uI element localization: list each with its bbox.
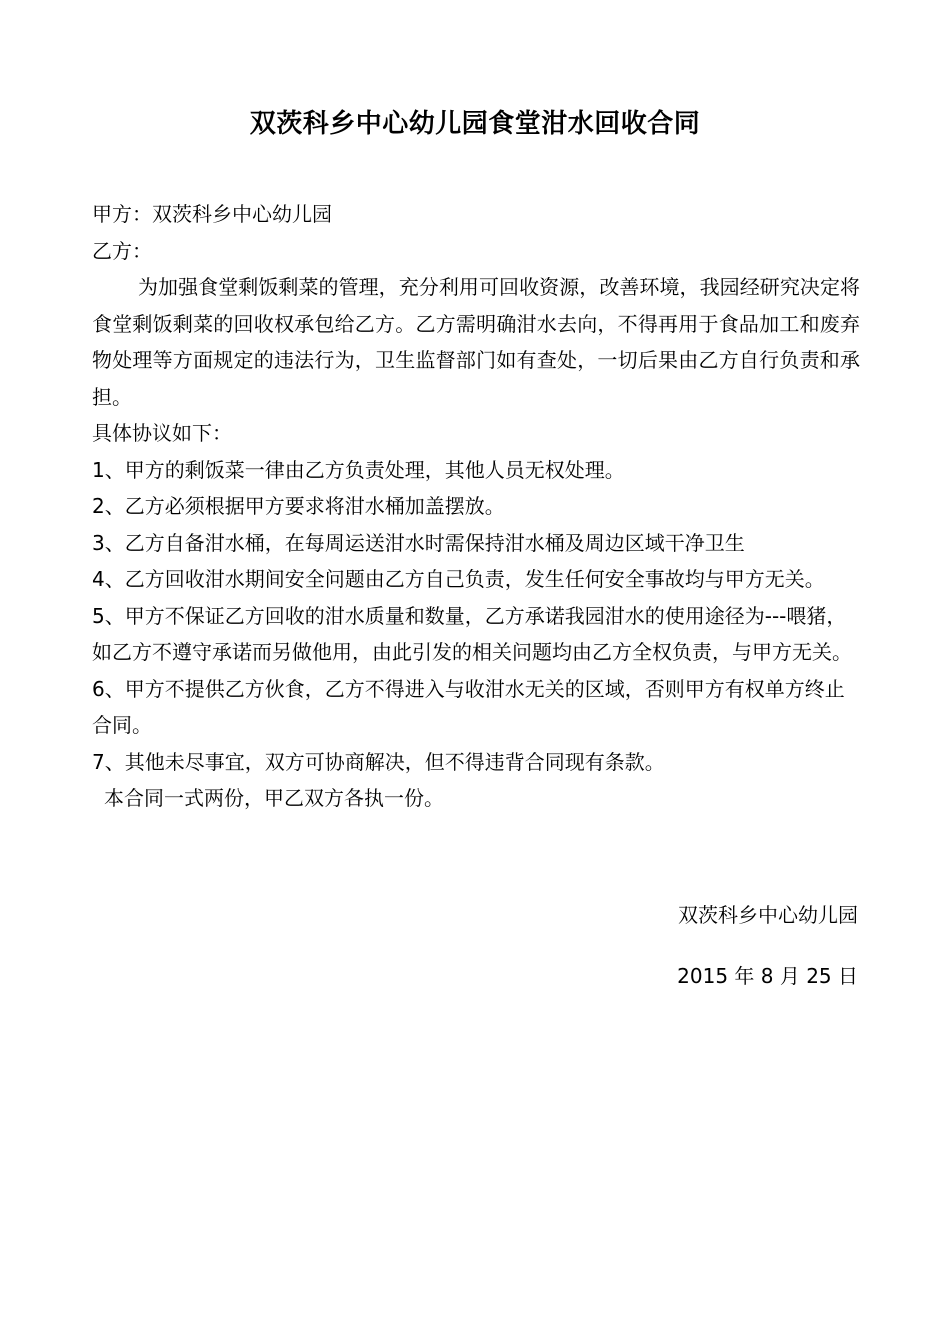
clause-4: 4、乙方回收泔水期间安全问题由乙方自己负责，发生任何安全事故均与甲方无关。	[92, 567, 825, 591]
clause-1: 1、甲方的剩饭菜一律由乙方负责处理，其他人员无权处理。	[92, 457, 625, 482]
party-a-line: 甲方：双茨科乡中心幼儿园	[92, 202, 332, 226]
document-title: 双茨科乡中心幼儿园食堂泔水回收合同	[249, 109, 701, 139]
document-body	[92, 196, 860, 817]
party-b-line: 乙方：	[92, 238, 152, 263]
clause-3: 3、乙方自备泔水桶，在每周运送泔水时需保持泔水桶及周边区域干净卫生	[92, 530, 745, 555]
clause-7: 7、其他未尽事宜，双方可协商解决，但不得违背合同现有条款。	[92, 749, 665, 774]
clause-6: 6、甲方不提供乙方伙食，乙方不得进入与收泔水无关的区域，否则甲方有权单方终止合同。	[92, 676, 845, 737]
clause-5: 5、甲方不保证乙方回收的泔水质量和数量，乙方承诺我园泔水的使用途径为---喂猪，如乙方不遵守承诺而另做他用，由此引发的相关问题均由乙方全权负责，与甲方无关。	[92, 603, 852, 664]
agreement-heading: 具体协议如下：	[92, 421, 232, 445]
clause-2: 2、乙方必须根据甲方要求将泔水桶加盖摆放。	[92, 494, 505, 518]
intro-paragraph: 为加强食堂剩饭剩菜的管理，充分利用可回收资源，改善环境，我园经研究决定将食堂剩饭剩菜的回收权承包给乙方。乙方需明确泔水去向，不得再用于食品加工和废弃物处理等方面规定的违法行为，卫生监督部门如有查处，一切后果由乙方自行负责和承担。	[92, 275, 860, 409]
signature: 双茨科乡中心幼儿园	[678, 903, 858, 927]
signing-date: 2015 年 8 月 25 日	[677, 964, 858, 988]
ending-line: 本合同一式两份，甲乙双方各执一份。	[104, 786, 444, 810]
